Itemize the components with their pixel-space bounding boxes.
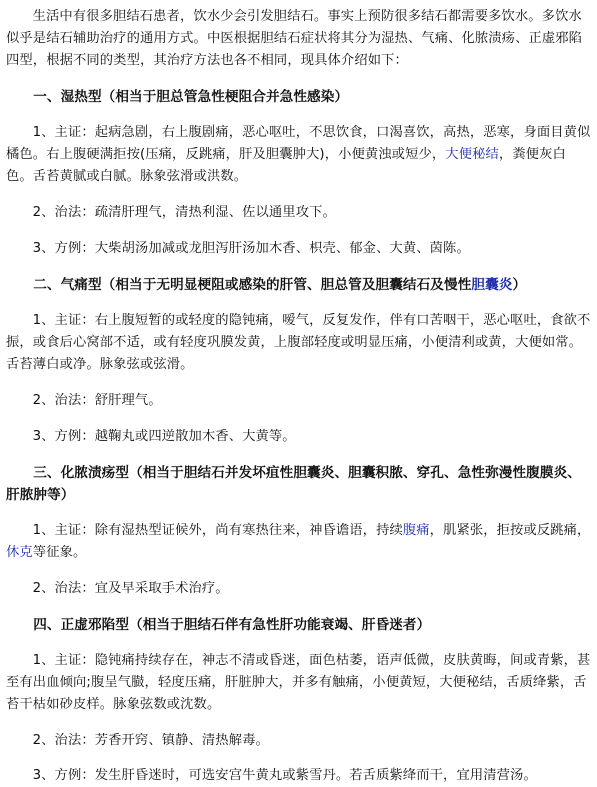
- symptom-text: 等征象。: [32, 545, 87, 560]
- link-constipation[interactable]: 大便秘结: [445, 147, 499, 162]
- section-4-symptom: 1、主证：隐钝痛持续存在，神志不清或昏迷，面色枯萎，语声低微，皮肤黄晦，间或青紫，甚至有出血倾向;腹呈气臌，轻度压痛，肝脏肿大，并多有触痛，小便黄短，大便秘结，舌质绛紫，舌苔干枯如砂皮样。脉象弦数或沈数。: [6, 653, 591, 712]
- section-1-recipe: 3、方例：大柴胡汤加减或龙胆泻肝汤加木香、枳壳、郁金、大黄、茵陈。: [32, 241, 470, 256]
- section-3-method: 2、治法：宜及早采取手术治疗。: [32, 581, 229, 596]
- section-2-symptom: 1、主证：右上腹短暂的或轻度的隐钝痛，嗳气，反复发作，伴有口苦咽干，恶心呕吐，食欲不振，或食后心窝部不适，或有轻度巩膜发黄，上腹部轻度或明显压痛，小便清利或黄，大便如常。舌苔薄白或净。脉象弦或弦滑。: [6, 313, 591, 372]
- section-3-symptom: [6, 520, 591, 564]
- section-4-heading: 四、正虚邪陷型（相当于胆结石伴有急性肝功能衰竭、肝昏迷者）: [33, 617, 431, 633]
- section-2-recipe: 3、方例：越鞠丸或四逆散加木香、大黄等。: [32, 429, 296, 444]
- symptom-text: ，肌紧张，拒按或反跳痛，: [429, 523, 591, 538]
- symptom-text: 1、主证：除有湿热型证候外，尚有寒热往来，神昏谵语，持续: [32, 523, 403, 538]
- link-shock[interactable]: 休克: [6, 545, 33, 560]
- link-cholecystitis[interactable]: 胆囊炎: [471, 277, 513, 293]
- heading-text: 二、气痛型（相当于无明显梗阻或感染的肝管、胆总管及胆囊结石及慢性: [33, 277, 472, 293]
- section-1-heading: 一、湿热型（相当于胆总管急性梗阻合并急性感染）: [33, 89, 349, 105]
- heading-text: ）: [512, 277, 527, 293]
- symptom-text: 1、主证：起病急剧，右上腹剧痛，恶心呕吐，不思饮食，口渴喜饮，高热，恶寒，身面目黄似橘色。右上腹硬满拒按(压痛，反跳痛，肝及胆囊肿大)，小便黄浊或短少，: [6, 125, 591, 162]
- section-3-heading: 三、化脓渍疡型（相当于胆结石并发坏疽性胆囊炎、胆囊积脓、穿孔、急性弥漫性腹膜炎、肝脓肿等）: [6, 465, 581, 503]
- symptom-text: ，粪便灰白色。舌苔黄腻或白腻。脉象弦滑或洪数。: [6, 147, 566, 184]
- section-4-method: 2、治法：芳香开窍、镇静、清热解毒。: [32, 733, 269, 748]
- link-abdominal-pain[interactable]: 腹痛: [402, 523, 430, 538]
- section-4-recipe: 3、方例：发生肝昏迷时，可选安宫牛黄丸或紫雪丹。若舌质紫绛而干，宜用清营汤。: [32, 768, 537, 783]
- intro-paragraph: 生活中有很多胆结石患者，饮水少会引发胆结石。事实上预防很多结石都需要多饮水。多饮水似乎是结石辅助治疗的通用方式。中医根据胆结石症状将其分为湿热、气痛、化脓渍疡、正虚邪陷四型，根据不同的类型，其治疗方法也各不相同，现具体介绍如下：: [6, 9, 583, 68]
- section-2-method: 2、治法：舒肝理气。: [32, 393, 162, 408]
- section-2-heading: [6, 274, 591, 296]
- section-1-symptom: [6, 122, 591, 188]
- section-1-method: 2、治法：疏清肝理气，清热利湿、佐以通里攻下。: [32, 205, 336, 220]
